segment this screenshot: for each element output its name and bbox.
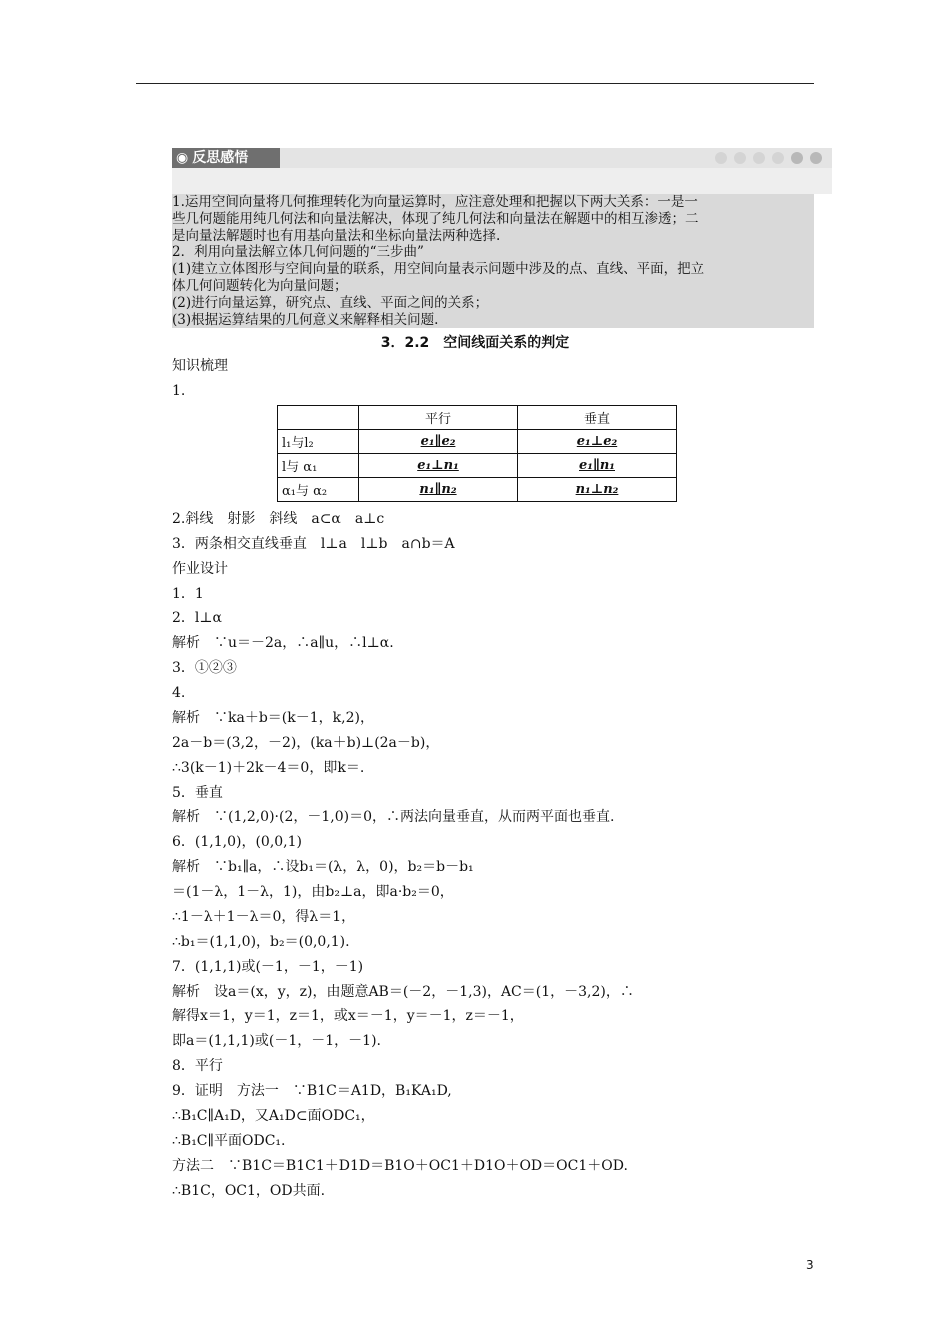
- homework-heading: 作业设计: [172, 561, 228, 577]
- answer-line: 4.: [172, 685, 186, 701]
- answer-line: 3．两条相交直线垂直 l⊥a l⊥b a∩b＝A: [172, 536, 455, 552]
- answer-line: 5．垂直: [172, 785, 223, 801]
- item-1-label: 1.: [172, 383, 186, 399]
- table-cell: l与 α₁: [278, 454, 359, 478]
- answer-line: ∴3(k－1)＋2k－4＝0，即k＝.: [172, 760, 365, 776]
- table-header-row: [278, 406, 677, 430]
- answer-line: 2.斜线 射影 斜线 a⊂α a⊥c: [172, 511, 385, 527]
- answer-line: 解析 ∵ka＋b＝(k－1，k,2)，: [172, 710, 374, 726]
- table-row: [278, 430, 677, 454]
- reflect-line: (1)建立立体图形与空间向量的联系，用空间向量表示问题中涉及的点、直线、平面，把立: [172, 261, 705, 278]
- answer-line: 解析 ∵b₁∥a，∴设b₁＝(λ，λ，0)，b₂＝b－b₁: [172, 859, 474, 875]
- answer-line: ∴1－λ＋1－λ＝0，得λ＝1，: [172, 909, 356, 925]
- answer-line: 即a＝(1,1,1)或(－1，－1，－1).: [172, 1033, 381, 1049]
- answer-line: 8．平行: [172, 1058, 223, 1074]
- table-answer: n₁∥n₂: [419, 482, 457, 497]
- reflect-line: 是向量法解题时也有用基向量法和坐标向量法两种选择.: [172, 227, 501, 244]
- answer-line: ∴B₁C∥A₁D，又A₁D⊂面ODC₁，: [172, 1108, 375, 1124]
- answer-line: 9．证明 方法一 ∵B1C＝A1D，B₁KA₁D,: [172, 1083, 452, 1099]
- table-answer: e₁⊥n₁: [417, 458, 459, 473]
- answer-line: 解得x＝1，y＝1，z＝1，或x＝－1，y＝－1，z＝－1，: [172, 1008, 524, 1024]
- table-row: [278, 478, 677, 502]
- dot-icon: [772, 152, 784, 164]
- table-header-perpendicular: 垂直: [518, 406, 677, 430]
- reflect-tab-label: 反思感悟: [192, 150, 249, 166]
- answer-line: ＝(1－λ，1－λ，1)，由b₂⊥a，即a·b₂＝0，: [172, 884, 454, 900]
- answer-line: 1．1: [172, 586, 204, 602]
- header-rule: [136, 83, 814, 84]
- reflect-tab: [172, 148, 280, 168]
- section-title: 3．2.2 空间线面关系的判定: [380, 335, 570, 351]
- table-answer: e₁∥e₂: [420, 434, 456, 449]
- answer-line: 3．①②③: [172, 660, 237, 676]
- answer-line: 解析 设a＝(x，y，z)，由题意AB＝(－2，－1,3)，AC＝(1，－3,2)，∴: [172, 984, 634, 1000]
- dot-icon: [791, 152, 803, 164]
- dot-icon: [734, 152, 746, 164]
- reflect-line: 2．利用向量法解立体几何问题的“三步曲”: [172, 244, 424, 261]
- table-answer: e₁∥n₁: [579, 458, 615, 473]
- reflect-line: 体几何问题转化为向量问题；: [172, 277, 348, 294]
- answer-line: 7．(1,1,1)或(－1，－1，－1): [172, 959, 364, 975]
- table-row: [278, 454, 677, 478]
- dot-icon: [715, 152, 727, 164]
- reflect-line: 些几何题能用纯几何法和向量法解决，体现了纯几何法和向量法在解题中的相互渗透；二: [172, 210, 699, 227]
- answer-line: 解析 ∵u＝－2a，∴a∥u，∴l⊥α.: [172, 635, 394, 651]
- knowledge-heading: 知识梳理: [172, 358, 228, 374]
- table-cell: [278, 406, 359, 430]
- table-answer: e₁⊥e₂: [576, 434, 618, 449]
- table-answer: n₁⊥n₂: [575, 482, 619, 497]
- reflect-band: [172, 168, 832, 194]
- answer-line: ∴b₁＝(1,1,0)，b₂＝(0,0,1).: [172, 934, 350, 950]
- answer-line: 2．l⊥α: [172, 610, 223, 626]
- answer-line: 解析 ∵(1,2,0)·(2，－1,0)＝0，∴两法向量垂直，从而两平面也垂直.: [172, 809, 615, 825]
- dot-icon: [810, 152, 822, 164]
- decorative-dots: [715, 152, 822, 164]
- reflect-body: [172, 194, 814, 328]
- reflect-line: (3)根据运算结果的几何意义来解释相关问题.: [172, 311, 439, 328]
- answer-line: 2a－b＝(3,2，－2)，(ka＋b)⊥(2a－b)，: [172, 735, 440, 751]
- answer-line: ∴B₁C∥平面ODC₁.: [172, 1133, 286, 1149]
- answer-line: 方法二 ∵B1C＝B1C1＋D1D＝B1O＋OC1＋D1O＋OD＝OC1＋OD.: [172, 1158, 628, 1174]
- table-header-parallel: 平行: [359, 406, 518, 430]
- relation-table: [277, 405, 677, 502]
- circle-bullet-icon: ◉: [176, 150, 189, 166]
- dot-icon: [753, 152, 765, 164]
- answer-line: ∴B1C，OC1，OD共面.: [172, 1183, 326, 1199]
- reflect-header-bar: [280, 148, 832, 168]
- page-number: 3: [806, 1258, 814, 1272]
- reflect-line: (2)进行向量运算，研究点、直线、平面之间的关系；: [172, 294, 489, 311]
- table-cell: l₁与l₂: [278, 430, 359, 454]
- answer-line: 6．(1,1,0)，(0,0,1): [172, 834, 302, 850]
- table-cell: α₁与 α₂: [278, 478, 359, 502]
- reflect-line: 1.运用空间向量将几何推理转化为向量运算时，应注意处理和把握以下两大关系：一是一: [172, 194, 698, 210]
